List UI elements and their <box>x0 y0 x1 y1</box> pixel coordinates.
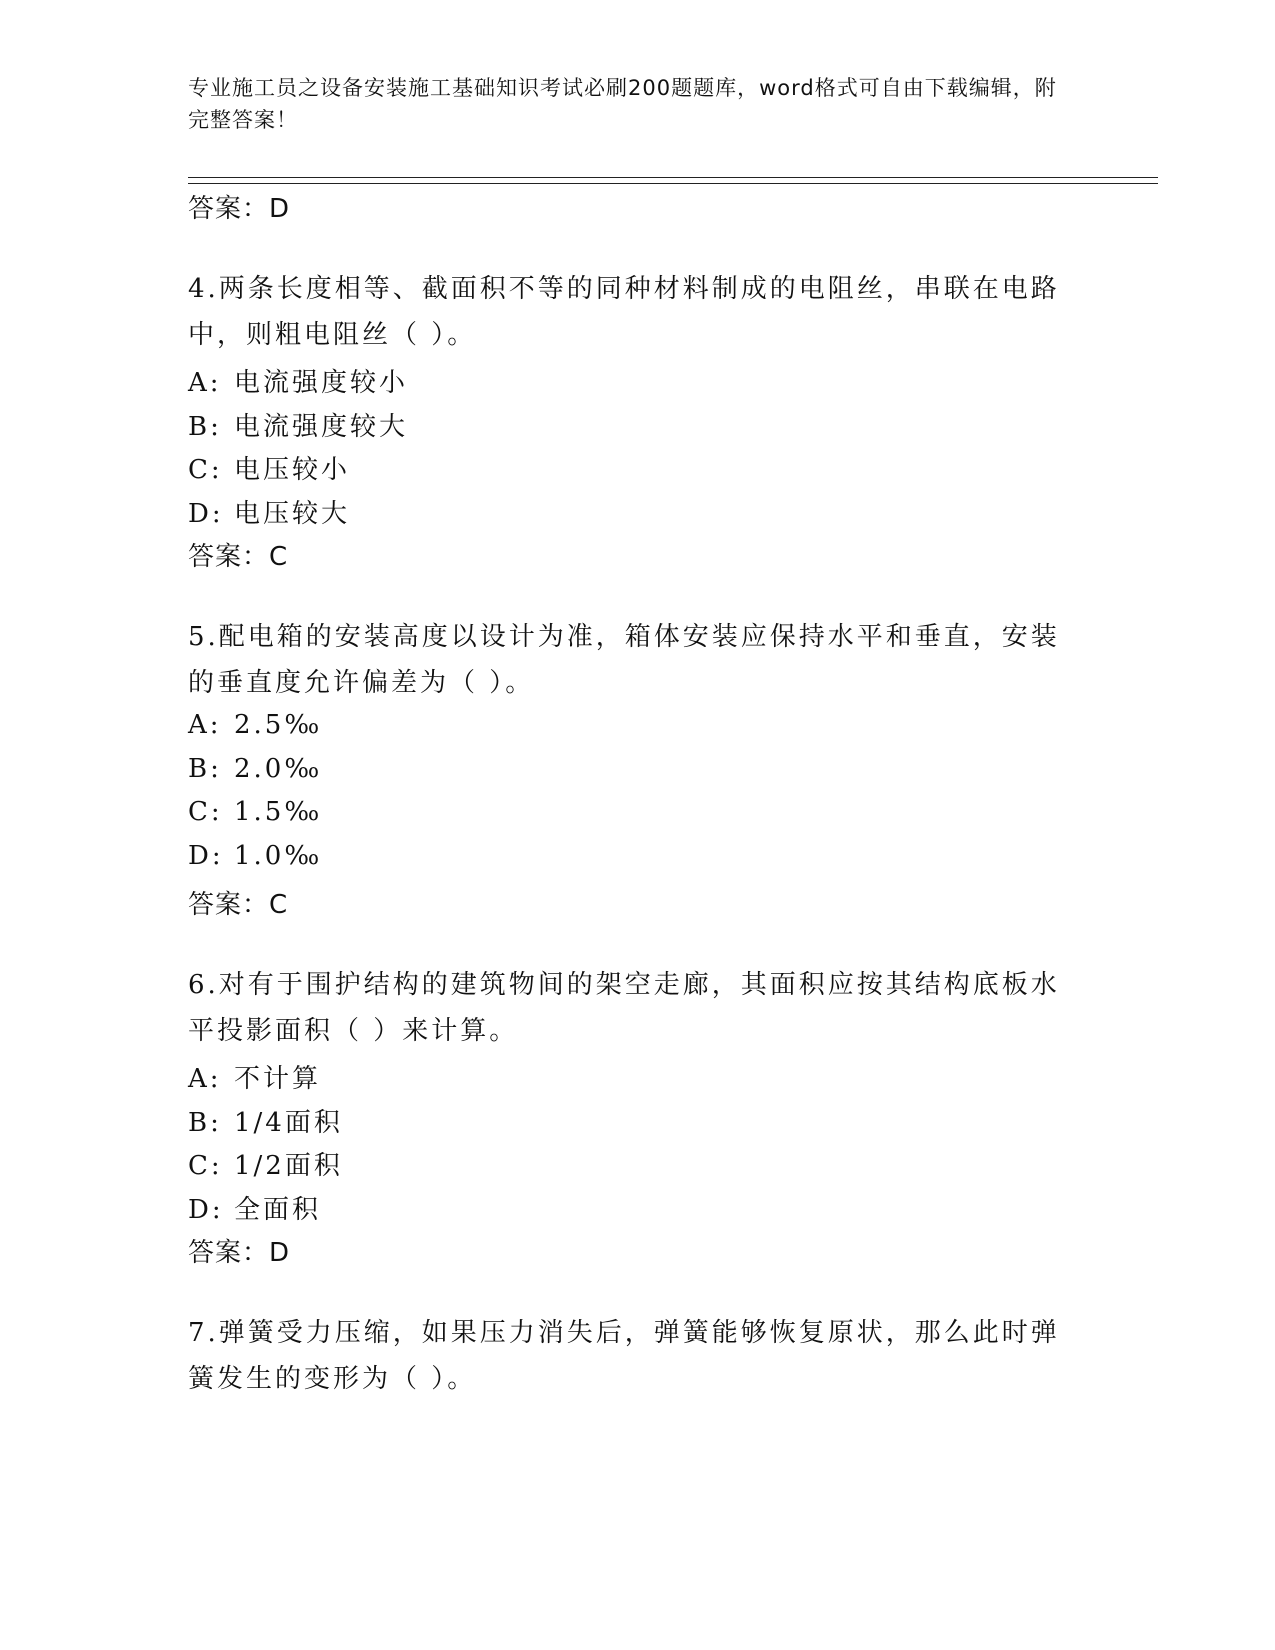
option-letter: C: <box>188 1151 223 1181</box>
option-text: 不计算 <box>234 1064 322 1094</box>
question-5-stem: 5.配电箱的安装高度以设计为准，箱体安装应保持水平和垂直，安装的垂直度允许偏差为（ ）。 <box>188 622 1060 698</box>
option-text: 1/4面积 <box>234 1108 343 1138</box>
option-letter: B: <box>188 412 222 442</box>
option-text: 1.5‰ <box>234 797 323 827</box>
header-divider-secondary <box>188 183 1158 184</box>
option-text: 2.5‰ <box>234 710 323 740</box>
option-letter: A: <box>188 1064 222 1094</box>
option-text: 电压较小 <box>234 455 351 485</box>
question-4-option-c <box>188 449 350 486</box>
question-4-option-a <box>188 362 408 399</box>
option-text: 2.0‰ <box>234 754 323 784</box>
option-text: 1.0‰ <box>234 841 323 871</box>
question-4-answer: 答案：C <box>188 542 289 572</box>
answer-previous: 答案：D <box>188 194 291 224</box>
question-6-option-d <box>188 1189 321 1226</box>
option-text: 电流强度较小 <box>234 368 409 398</box>
question-4-option-b <box>188 406 408 443</box>
question-6-stem: 6.对有于围护结构的建筑物间的架空走廊，其面积应按其结构底板水平投影面积（ ）来计算。 <box>188 970 1060 1046</box>
document-header: 专业施工员之设备安装施工基础知识考试必刷200题题库，word格式可自由下载编辑，附完整答案！ <box>188 76 1057 132</box>
option-letter: C: <box>188 455 223 485</box>
question-5-option-a <box>188 710 322 740</box>
question-4-option-d <box>188 493 350 530</box>
question-6-option-c <box>188 1145 343 1182</box>
question-5-option-c <box>188 797 322 827</box>
option-text: 电流强度较大 <box>234 412 409 442</box>
question-4-stem: 4.两条长度相等、截面积不等的同种材料制成的电阻丝，串联在电路中，则粗电阻丝（ ）。 <box>188 274 1060 350</box>
option-letter: D: <box>188 841 224 871</box>
question-6-option-a <box>188 1058 321 1095</box>
header-divider <box>188 177 1158 178</box>
option-letter: C: <box>188 797 223 827</box>
option-text: 1/2面积 <box>234 1151 343 1181</box>
option-letter: B: <box>188 754 222 784</box>
question-5-option-b <box>188 754 322 784</box>
option-letter: B: <box>188 1108 222 1138</box>
option-letter: A: <box>188 710 222 740</box>
option-letter: D: <box>188 1195 224 1225</box>
question-7-stem: 7.弹簧受力压缩，如果压力消失后，弹簧能够恢复原状，那么此时弹簧发生的变形为（ ）。 <box>188 1318 1060 1394</box>
option-text: 全面积 <box>234 1195 322 1225</box>
option-letter: A: <box>188 368 222 398</box>
option-text: 电压较大 <box>234 499 351 529</box>
option-letter: D: <box>188 499 224 529</box>
question-6-option-b <box>188 1102 343 1139</box>
question-6-answer: 答案：D <box>188 1238 291 1268</box>
question-5-option-d <box>188 841 322 871</box>
question-5-answer: 答案：C <box>188 890 289 920</box>
